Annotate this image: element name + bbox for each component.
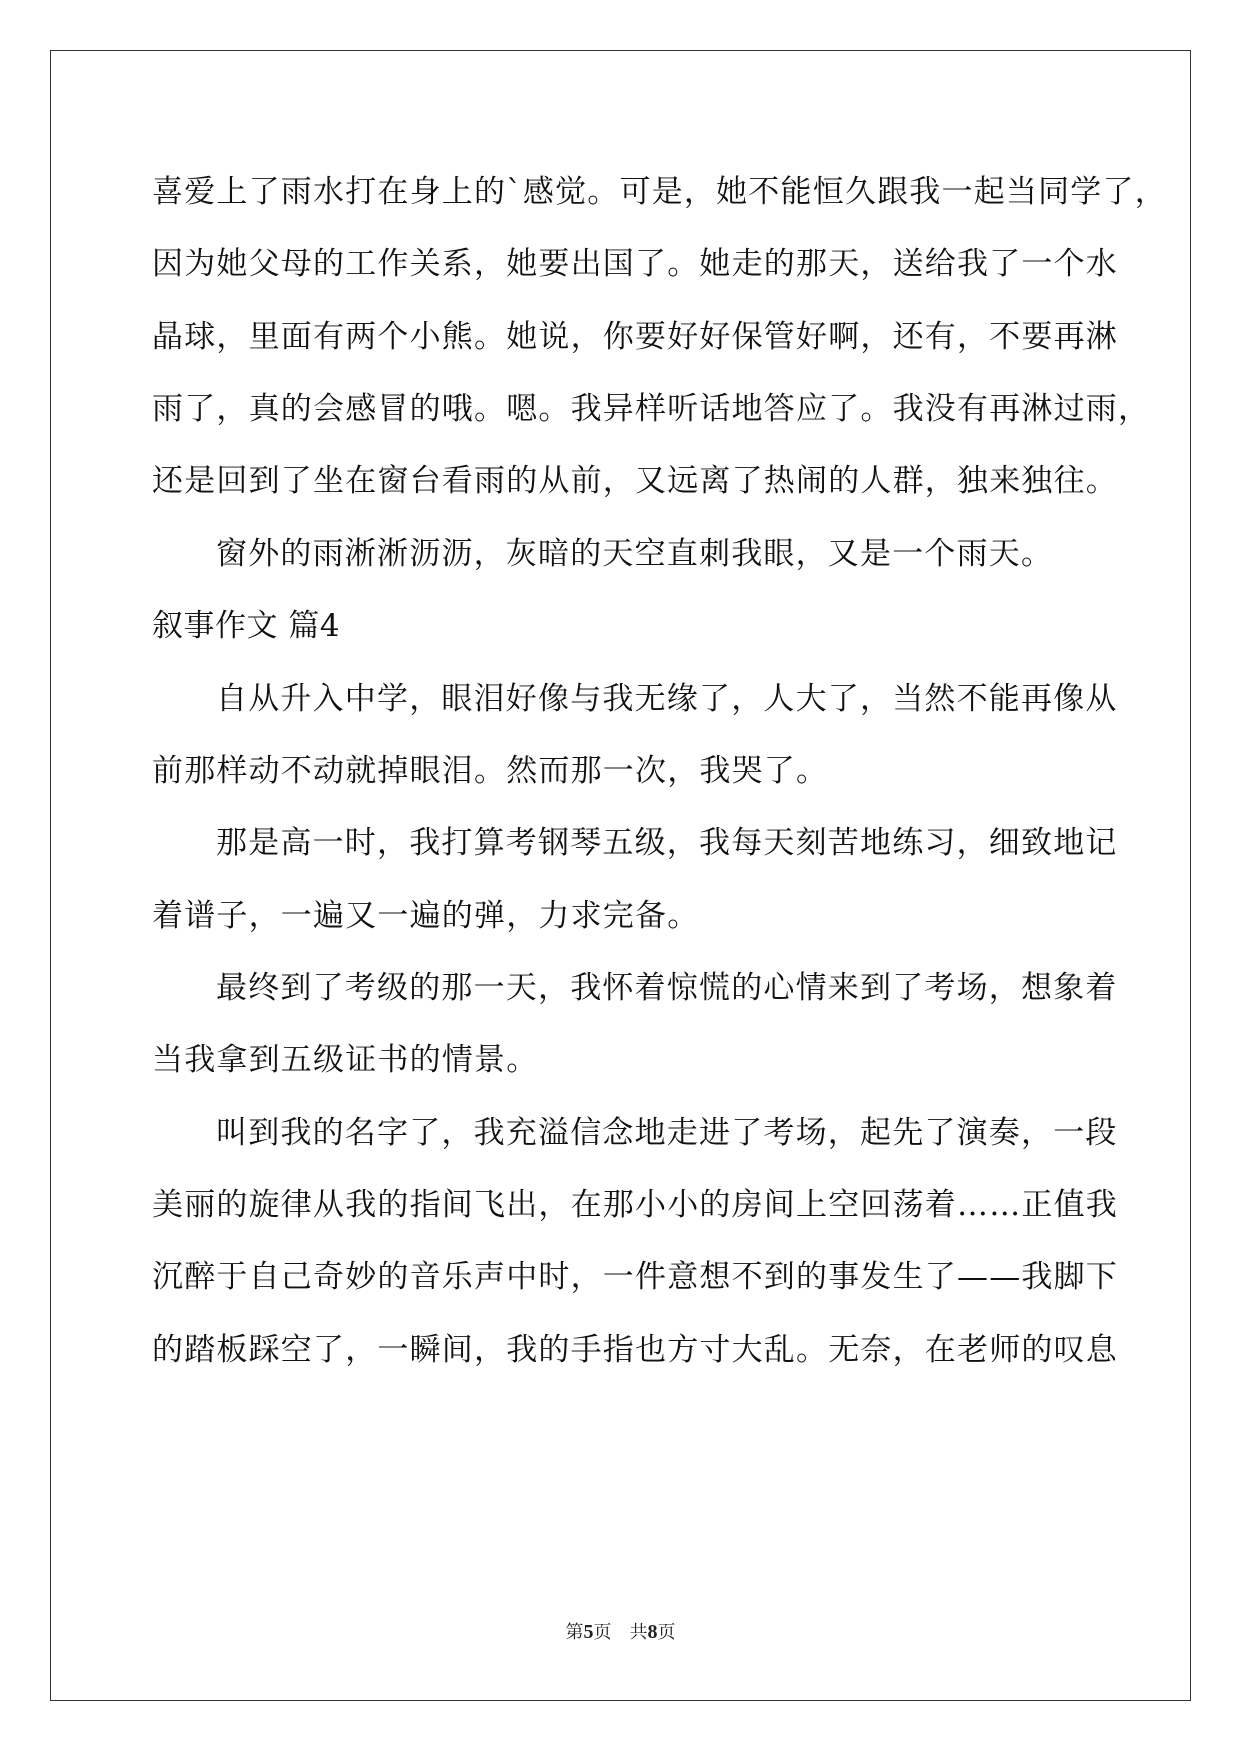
text-line: 美丽的旋律从我的指间飞出，在那小小的房间上空回荡着……正值我	[152, 1187, 1118, 1223]
section-heading: 叙事作文 篇4	[152, 608, 341, 644]
page-border	[50, 50, 1191, 1701]
text-line: 沉醉于自己奇妙的音乐声中时，一件意想不到的事发生了——我脚下	[152, 1259, 1118, 1295]
paragraph-first-line: 窗外的雨淅淅沥沥，灰暗的天空直刺我眼，又是一个雨天。	[216, 536, 1054, 572]
text-line: 的踏板踩空了，一瞬间，我的手指也方寸大乱。无奈，在老师的叹息	[152, 1332, 1118, 1368]
total-page-number: 8	[647, 1621, 658, 1643]
footer-middle: 页 共	[593, 1622, 648, 1643]
paragraph-first-line: 自从升入中学，眼泪好像与我无缘了，人大了，当然不能再像从	[216, 681, 1118, 717]
text-line: 前那样动不动就掉眼泪。然而那一次，我哭了。	[152, 753, 829, 789]
footer-suffix: 页	[657, 1622, 676, 1643]
text-line: 当我拿到五级证书的情景。	[152, 1042, 539, 1078]
text-line: 雨了，真的会感冒的哦。嗯。我异样听话地答应了。我没有再淋过雨，	[152, 391, 1151, 427]
paragraph-first-line: 最终到了考级的那一天，我怀着惊慌的心情来到了考场，想象着	[216, 970, 1118, 1006]
text-line: 喜爱上了雨水打在身上的`感觉。可是，她不能恒久跟我一起当同学了，	[152, 174, 1167, 210]
text-line: 晶球，里面有两个小熊。她说，你要好好保管好啊，还有，不要再淋	[152, 319, 1118, 355]
paragraph-first-line: 那是高一时，我打算考钢琴五级，我每天刻苦地练习，细致地记	[216, 825, 1118, 861]
footer-prefix: 第	[565, 1622, 584, 1643]
current-page-number: 5	[583, 1621, 594, 1643]
text-line: 着谱子，一遍又一遍的弹，力求完备。	[152, 898, 700, 934]
page-footer	[0, 1618, 1241, 1644]
text-line: 还是回到了坐在窗台看雨的从前，又远离了热闹的人群，独来独往。	[152, 463, 1118, 499]
paragraph-first-line: 叫到我的名字了，我充溢信念地走进了考场，起先了演奏，一段	[216, 1115, 1118, 1151]
text-line: 因为她父母的工作关系，她要出国了。她走的那天，送给我了一个水	[152, 246, 1118, 282]
